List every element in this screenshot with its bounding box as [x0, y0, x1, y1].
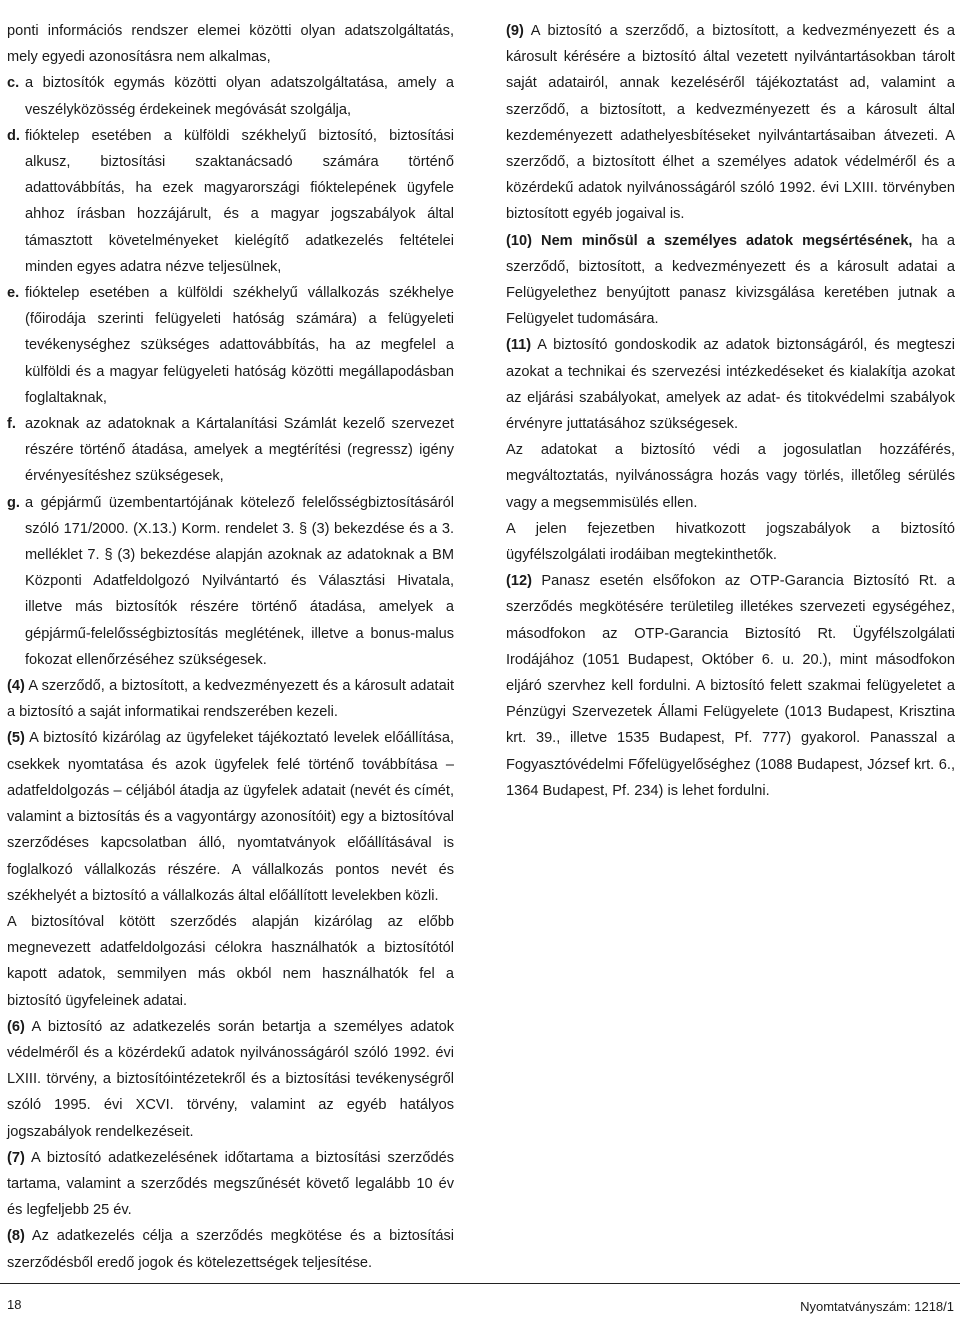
paragraph-text: A szerződő, a biztosított, a kedvezményezett és a károsult adatait a biztosító a saját informatikai rendszerében kezeli. [7, 678, 454, 721]
list-item-e [7, 280, 454, 411]
list-item-g [7, 490, 454, 673]
paragraph-10 [506, 228, 955, 333]
list-item-text: fióktelep esetében a külföldi székhelyű vállalkozás székhelye (főirodája szerinti felügyeleti hatóság számára) a felügyeleti tevékenységhez szükséges adattovábbítás, ha az megfelel a külföldi és a magyar felügyeleti hatóság közötti megállapodásban foglaltaknak, [25, 285, 454, 406]
list-item-text: fióktelep esetében a külföldi székhelyű biztosító, biztosítási alkusz, biztosítási szaktanácsadó számára történő adattovábbítás, ha ezek magyarországi fióktelepének ügyfele ahhoz írásban hozzájárult, és a magyar jogszabályok által támasztott követelményeket kielégítő adatkezelés feltételei minden egyes adatra nézve teljesülnek, [25, 127, 454, 275]
list-marker: f. [7, 416, 16, 433]
paragraph-number: (6) [7, 1018, 25, 1035]
paragraph-text: A biztosító kizárólag az ügyfeleket tájékoztató levelek előállítása, csekkek nyomtatása és azok ügyfelek felé történő továbbítása – adatfeldolgozás – céljából átadja az ügyfelek adatait (nevét és címét, valamint a biztosítás és a vagyontárgy azonosítóit) egy a biztosítóval szerződéses kapcsolatban álló, nyomtatványok előállításával is foglalkozó vállalkozás részére. A vállalkozás pontos nevét és székhelyét a biztosító a vállalkozás által előállított levelekben közli. [7, 730, 454, 904]
paragraph-11-continued [506, 437, 955, 516]
paragraph-number: (9) [506, 23, 524, 39]
footer-divider [0, 1283, 960, 1284]
page-number: 18 [7, 1297, 22, 1312]
paragraph-5-continued [7, 909, 454, 1014]
paragraph-11-reference [506, 516, 955, 568]
left-column [7, 18, 454, 1276]
list-item-c [7, 70, 454, 122]
paragraph-number: (7) [7, 1149, 25, 1166]
paragraph-number: (11) [506, 337, 532, 354]
list-marker: d. [7, 127, 20, 144]
paragraph-text: A jelen fejezetben hivatkozott jogszabályok a biztosító ügyfélszolgálati irodáiban megtekinthetők. [506, 520, 955, 564]
paragraph-text: A biztosító az adatkezelés során betartja a személyes adatok védelméről és a közérdekű adatok nyilvánosságáról szóló 1992. évi LXIII. törvény, a biztosítóintézetekről és a biztosítási tevékenységről szóló 1995. évi XCVI. törvény, valamint az egyéb hatályos jogszabályok rendelkezéseit. [7, 1018, 454, 1140]
paragraph-text: ha a szerződő, biztosított, a kedvezményezett és a károsult adatai a Felügyelethez benyújtott panasz kivizsgálása keretében jutnak a Felügyelet tudomására. [506, 232, 955, 328]
paragraph-11 [506, 332, 955, 437]
paragraph-text: A biztosító adatkezelésének időtartama a biztosítási szerződés tartama, valamint a szerződés megszűnését követő legalább 10 év és legfeljebb 25 év. [7, 1149, 454, 1219]
list-marker: e. [7, 285, 20, 302]
paragraph-12 [506, 568, 955, 804]
list-marker: g. [7, 494, 20, 511]
right-column [506, 18, 955, 804]
paragraph-text: Az adatokat a biztosító védi a jogosulatlan hozzáférés, megváltoztatás, nyilvánosságra hozás vagy törlés, illetőleg sérülés vagy a megsemmisülés ellen. [506, 442, 955, 511]
paragraph-8 [7, 1223, 454, 1275]
list-item-text: a biztosítók egymás közötti olyan adatszolgáltatása, amely a veszélyközösség érdekeinek megóvását szolgálja, [25, 75, 454, 118]
paragraph-text: Az adatkezelés célja a szerződés megkötése és a biztosítási szerződésből eredő jogok és kötelezettségek teljesítése. [7, 1228, 454, 1271]
list-marker: c. [7, 75, 20, 92]
paragraph-heading: (10) Nem minősül a személyes adatok megsértésének, [506, 232, 913, 249]
list-item-f [7, 411, 454, 490]
paragraph-4 [7, 673, 454, 725]
paragraph-7 [7, 1145, 454, 1224]
paragraph-text: A biztosító a szerződő, a biztosított, a kedvezményezett és a károsult kérésére a biztosító által vezetett nyilvántartásokban tárolt saját adatairól, annak kezeléséről tájékoztatást ad, valamint a szerződő, a biztosított, a kedvezményezett és a károsult által kezdeményezett adathelyesbítéseket nyilvántartásaiban átvezeti. A szerződő, a biztosított élhet a személyes adatok védelméről és a közérdekű adatok nyilvánosságáról szóló 1992. évi LXIII. törvényben biztosított egyéb jogaival is. [506, 23, 955, 223]
list-item-text: azoknak az adatoknak a Kártalanítási Számlát kezelő szervezet részére történő átadása, amelyek a megtérítési (regressz) igény érvényesítéshez szükségesek, [25, 416, 454, 485]
intro-paragraph: ponti információs rendszer elemei közötti olyan adatszolgáltatás, mely egyedi azonosításra nem alkalmas, [7, 23, 454, 66]
paragraph-number: (4) [7, 678, 25, 695]
paragraph-text: A biztosító gondoskodik az adatok biztonságáról, és megteszi azokat a technikai és szervezési intézkedéseket és kialakítja azokat az eljárási szabályokat, amelyek az adat- és titokvédelmi szabályok érvényre juttatásához szükségesek. [506, 337, 955, 433]
list-item-d [7, 123, 454, 280]
paragraph-text: A biztosítóval kötött szerződés alapján kizárólag az előbb megnevezett adatfeldolgozási célokra használhatók a biztosítótól kapott adatok, semmilyen más okból nem használhatók fel a biztosító ügyfeleinek adatai. [7, 913, 454, 1009]
paragraph-number: (5) [7, 730, 25, 747]
form-number: Nyomtatványszám: 1218/1 [800, 1299, 954, 1314]
paragraph-number: (12) [506, 573, 532, 590]
list-item-text: a gépjármű üzembentartójának kötelező felelősségbiztosításáról szóló 171/2000. (X.13.) Korm. rendelet 3. § (3) bekezdése és a 3. melléklet 7. § (3) bekezdése alapján azoknak az adatoknak a BM Központi Adatfeldolgozó Nyilvántartó és Választási Hivatala, illetve más biztosítók részére történő átadása, amelyek a gépjármű-felelősségbiztosítás meglétének, illetve a bonus-malus fokozat ellenőrzéséhez szükségesek. [25, 494, 454, 668]
paragraph-text: Panasz esetén elsőfokon az OTP-Garancia Biztosító Rt. a szerződés megkötésére területileg illetékes szervezeti egységéhez, másodfokon az OTP-Garancia Biztosító Rt. Ügyfélszolgálati Irodájához (1051 Budapest, Október 6. u. 20.), mint másodfokon eljáró szervhez kell fordulni. A biztosító felett szakmai felügyeletet a Pénzügyi Szervezetek Állami Felügyelete (1013 Budapest, Krisztina krt. 39., illetve 1535 Budapest, Pf. 777) gyakorol. Panasszal a Fogyasztóvédelmi Főfelügyelőséghez (1088 Budapest, József krt. 6., 1364 Budapest, Pf. 234) is lehet fordulni. [506, 573, 955, 799]
paragraph-6 [7, 1014, 454, 1145]
paragraph-number: (8) [7, 1228, 25, 1245]
paragraph-5 [7, 725, 454, 908]
paragraph-9 [506, 18, 955, 228]
